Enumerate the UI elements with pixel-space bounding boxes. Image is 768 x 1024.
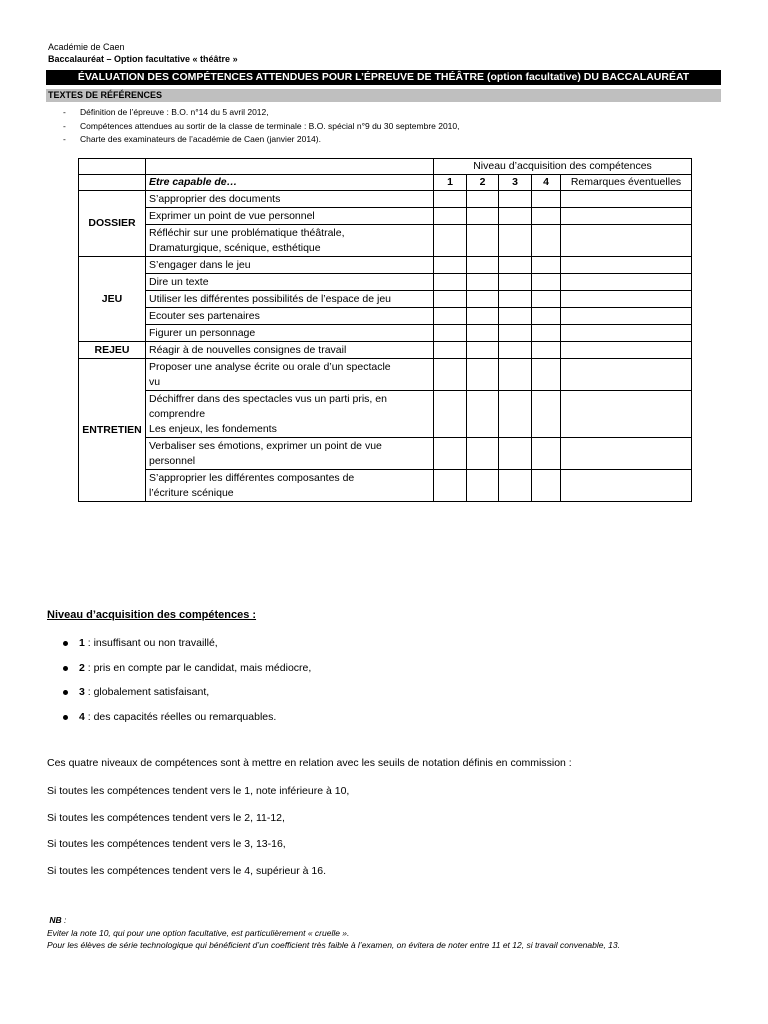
level-3-cell[interactable] xyxy=(499,325,532,342)
level-3-cell[interactable] xyxy=(499,438,532,470)
nb-line: Eviter la note 10, qui pour une option facultative, est particulièrement « cruelle ». xyxy=(47,927,350,938)
level-4-cell[interactable] xyxy=(532,359,561,391)
references-heading: TEXTES DE RÉFÉRENCES xyxy=(46,89,721,102)
level-description: : insuffisant ou non travaillé, xyxy=(84,637,218,649)
level-1-cell[interactable] xyxy=(434,225,467,257)
nb-title: NB xyxy=(49,915,62,925)
level-4-cell[interactable] xyxy=(532,342,561,359)
level-2-cell[interactable] xyxy=(467,191,499,208)
grading-rule: Si toutes les compétences tendent vers le 1, note inférieure à 10, xyxy=(47,785,350,797)
level-4-cell[interactable] xyxy=(532,257,561,274)
remarks-column-header: Remarques éventuelles xyxy=(561,175,692,191)
competences-table xyxy=(78,158,692,502)
level-4-cell[interactable] xyxy=(532,291,561,308)
level-3-cell[interactable] xyxy=(499,391,532,438)
level-4-cell[interactable] xyxy=(532,308,561,325)
level-2-cell[interactable] xyxy=(467,308,499,325)
competence-cell: S’approprier des documents xyxy=(146,191,434,208)
table-row xyxy=(79,257,692,274)
table-row xyxy=(79,191,692,208)
grading-rule: Si toutes les compétences tendent vers le 4, supérieur à 16. xyxy=(47,865,326,877)
level-1-cell[interactable] xyxy=(434,308,467,325)
level-item xyxy=(63,637,311,662)
level-4-cell[interactable] xyxy=(532,470,561,502)
levels-list xyxy=(63,637,311,735)
level-1-cell[interactable] xyxy=(434,391,467,438)
table-row xyxy=(79,208,692,225)
nb-line: Pour les élèves de série technologique qui bénéficient d’un coefficient très faible à l’examen, on évitera de noter entre 11 et 12, si travail convenable, 13. xyxy=(47,940,621,950)
capable-column-header: Etre capable de… xyxy=(146,175,434,191)
level-2-cell[interactable] xyxy=(467,208,499,225)
competence-cell: Utiliser les différentes possibilités de l’espace de jeu xyxy=(146,291,434,308)
level-3-cell[interactable] xyxy=(499,257,532,274)
level-number: 2 xyxy=(79,661,85,674)
table-row xyxy=(79,274,692,291)
document-title: ÉVALUATION DES COMPÉTENCES ATTENDUES POUR L’ÉPREUVE DE THÉÂTRE (option facultative) DU BACCALAURÉAT xyxy=(46,70,721,85)
competence-cell: Proposer une analyse écrite ou orale d’un spectacle vu xyxy=(146,359,434,391)
remarks-cell[interactable] xyxy=(561,191,692,208)
level-3-cell[interactable] xyxy=(499,359,532,391)
level-1-cell[interactable] xyxy=(434,342,467,359)
table-row xyxy=(79,308,692,325)
academy-name: Académie de Caen xyxy=(48,42,125,52)
bullet-icon xyxy=(63,715,68,720)
level-number: 4 xyxy=(79,710,85,723)
table-blank-header xyxy=(146,159,434,175)
level-item xyxy=(63,711,311,736)
section-label: JEU xyxy=(79,257,146,342)
level-1-cell[interactable] xyxy=(434,274,467,291)
level-2-cell[interactable] xyxy=(467,225,499,257)
level-1-cell[interactable] xyxy=(434,325,467,342)
remarks-cell[interactable] xyxy=(561,308,692,325)
table-row xyxy=(79,470,692,502)
competence-cell: Dire un texte xyxy=(146,274,434,291)
level-header-4: 4 xyxy=(532,175,561,191)
level-1-cell[interactable] xyxy=(434,438,467,470)
level-description: : des capacités réelles ou remarquables. xyxy=(84,710,277,723)
level-4-cell[interactable] xyxy=(532,325,561,342)
competence-cell: S’engager dans le jeu xyxy=(146,257,434,274)
level-2-cell[interactable] xyxy=(467,359,499,391)
level-group-header: Niveau d’acquisition des compétences xyxy=(434,159,692,175)
table-row xyxy=(79,291,692,308)
competence-cell: Déchiffrer dans des spectacles vus un parti pris, en comprendre Les enjeux, les fondements xyxy=(146,391,434,438)
level-header-1: 1 xyxy=(434,175,467,191)
level-3-cell[interactable] xyxy=(499,291,532,308)
level-number: 1 xyxy=(79,637,85,649)
table-row xyxy=(79,438,692,470)
competence-cell: Figurer un personnage xyxy=(146,325,434,342)
remarks-cell[interactable] xyxy=(561,274,692,291)
grading-rule: Si toutes les compétences tendent vers le 2, 11-12, xyxy=(47,812,285,824)
remarks-cell[interactable] xyxy=(561,325,692,342)
level-header-2: 2 xyxy=(467,175,499,191)
level-4-cell[interactable] xyxy=(532,208,561,225)
level-2-cell[interactable] xyxy=(467,325,499,342)
level-3-cell[interactable] xyxy=(499,308,532,325)
level-2-cell[interactable] xyxy=(467,257,499,274)
level-3-cell[interactable] xyxy=(499,342,532,359)
table-row xyxy=(79,342,692,359)
competence-cell: Verbaliser ses émotions, exprimer un point de vue personnel xyxy=(146,438,434,470)
table-row xyxy=(79,359,692,391)
level-1-cell[interactable] xyxy=(434,291,467,308)
level-description: : pris en compte par le candidat, mais médiocre, xyxy=(84,661,312,674)
references-list xyxy=(63,106,460,147)
table-row xyxy=(79,391,692,438)
exam-option: Baccalauréat – Option facultative « théâtre » xyxy=(48,54,238,64)
level-1-cell[interactable] xyxy=(434,470,467,502)
level-description: : globalement satisfaisant, xyxy=(84,686,210,698)
level-3-cell[interactable] xyxy=(499,470,532,502)
level-1-cell[interactable] xyxy=(434,359,467,391)
competence-cell: Exprimer un point de vue personnel xyxy=(146,208,434,225)
reference-item: - Charte des examinateurs de l’académie de Caen (janvier 2014). xyxy=(63,133,460,147)
table-corner-bottom xyxy=(79,175,146,191)
remarks-cell[interactable] xyxy=(561,391,692,438)
section-label: DOSSIER xyxy=(79,191,146,257)
level-4-cell[interactable] xyxy=(532,191,561,208)
level-4-cell[interactable] xyxy=(532,438,561,470)
level-number: 3 xyxy=(79,686,85,698)
table-row xyxy=(79,325,692,342)
competence-cell: Réagir à de nouvelles consignes de travail xyxy=(146,342,434,359)
level-2-cell[interactable] xyxy=(467,291,499,308)
level-1-cell[interactable] xyxy=(434,257,467,274)
remarks-cell[interactable] xyxy=(561,257,692,274)
level-3-cell[interactable] xyxy=(499,225,532,257)
bullet-icon xyxy=(63,641,68,646)
reference-item: - Compétences attendues au sortir de la classe de terminale : B.O. spécial n°9 du 30 septembre 2010, xyxy=(63,120,460,134)
grading-rule: Si toutes les compétences tendent vers le 3, 13-16, xyxy=(47,838,286,850)
level-header-3: 3 xyxy=(499,175,532,191)
bullet-icon xyxy=(63,690,68,695)
table-row xyxy=(79,225,692,257)
level-4-cell[interactable] xyxy=(532,225,561,257)
level-4-cell[interactable] xyxy=(532,391,561,438)
level-2-cell[interactable] xyxy=(467,274,499,291)
remarks-cell[interactable] xyxy=(561,225,692,257)
level-4-cell[interactable] xyxy=(532,274,561,291)
nb-title-suffix: : xyxy=(61,915,67,925)
competence-cell: Ecouter ses partenaires xyxy=(146,308,434,325)
levels-title: Niveau d’acquisition des compétences : xyxy=(47,609,257,621)
level-2-cell[interactable] xyxy=(467,438,499,470)
remarks-cell[interactable] xyxy=(561,438,692,470)
table-corner-top xyxy=(79,159,146,175)
remarks-cell[interactable] xyxy=(561,291,692,308)
reference-item: - Définition de l’épreuve : B.O. n°14 du 5 avril 2012, xyxy=(63,106,460,120)
remarks-cell[interactable] xyxy=(561,470,692,502)
competence-cell: S’approprier les différentes composantes de l’écriture scénique xyxy=(146,470,434,502)
level-2-cell[interactable] xyxy=(467,391,499,438)
nb-note xyxy=(47,914,620,952)
level-3-cell[interactable] xyxy=(499,191,532,208)
level-item xyxy=(63,662,311,687)
level-1-cell[interactable] xyxy=(434,191,467,208)
competence-cell: Réfléchir sur une problématique théâtrale, Dramaturgique, scénique, esthétique xyxy=(146,225,434,257)
grading-intro: Ces quatre niveaux de compétences sont à mettre en relation avec les seuils de notation définis en commission : xyxy=(47,757,572,769)
remarks-cell[interactable] xyxy=(561,208,692,225)
level-2-cell[interactable] xyxy=(467,470,499,502)
level-3-cell[interactable] xyxy=(499,208,532,225)
document-header xyxy=(48,41,238,65)
section-label: REJEU xyxy=(79,342,146,359)
remarks-cell[interactable] xyxy=(561,359,692,391)
level-1-cell[interactable] xyxy=(434,208,467,225)
level-3-cell[interactable] xyxy=(499,274,532,291)
section-label: ENTRETIEN xyxy=(79,359,146,502)
level-2-cell[interactable] xyxy=(467,342,499,359)
remarks-cell[interactable] xyxy=(561,342,692,359)
bullet-icon xyxy=(63,666,68,671)
level-item xyxy=(63,686,311,711)
